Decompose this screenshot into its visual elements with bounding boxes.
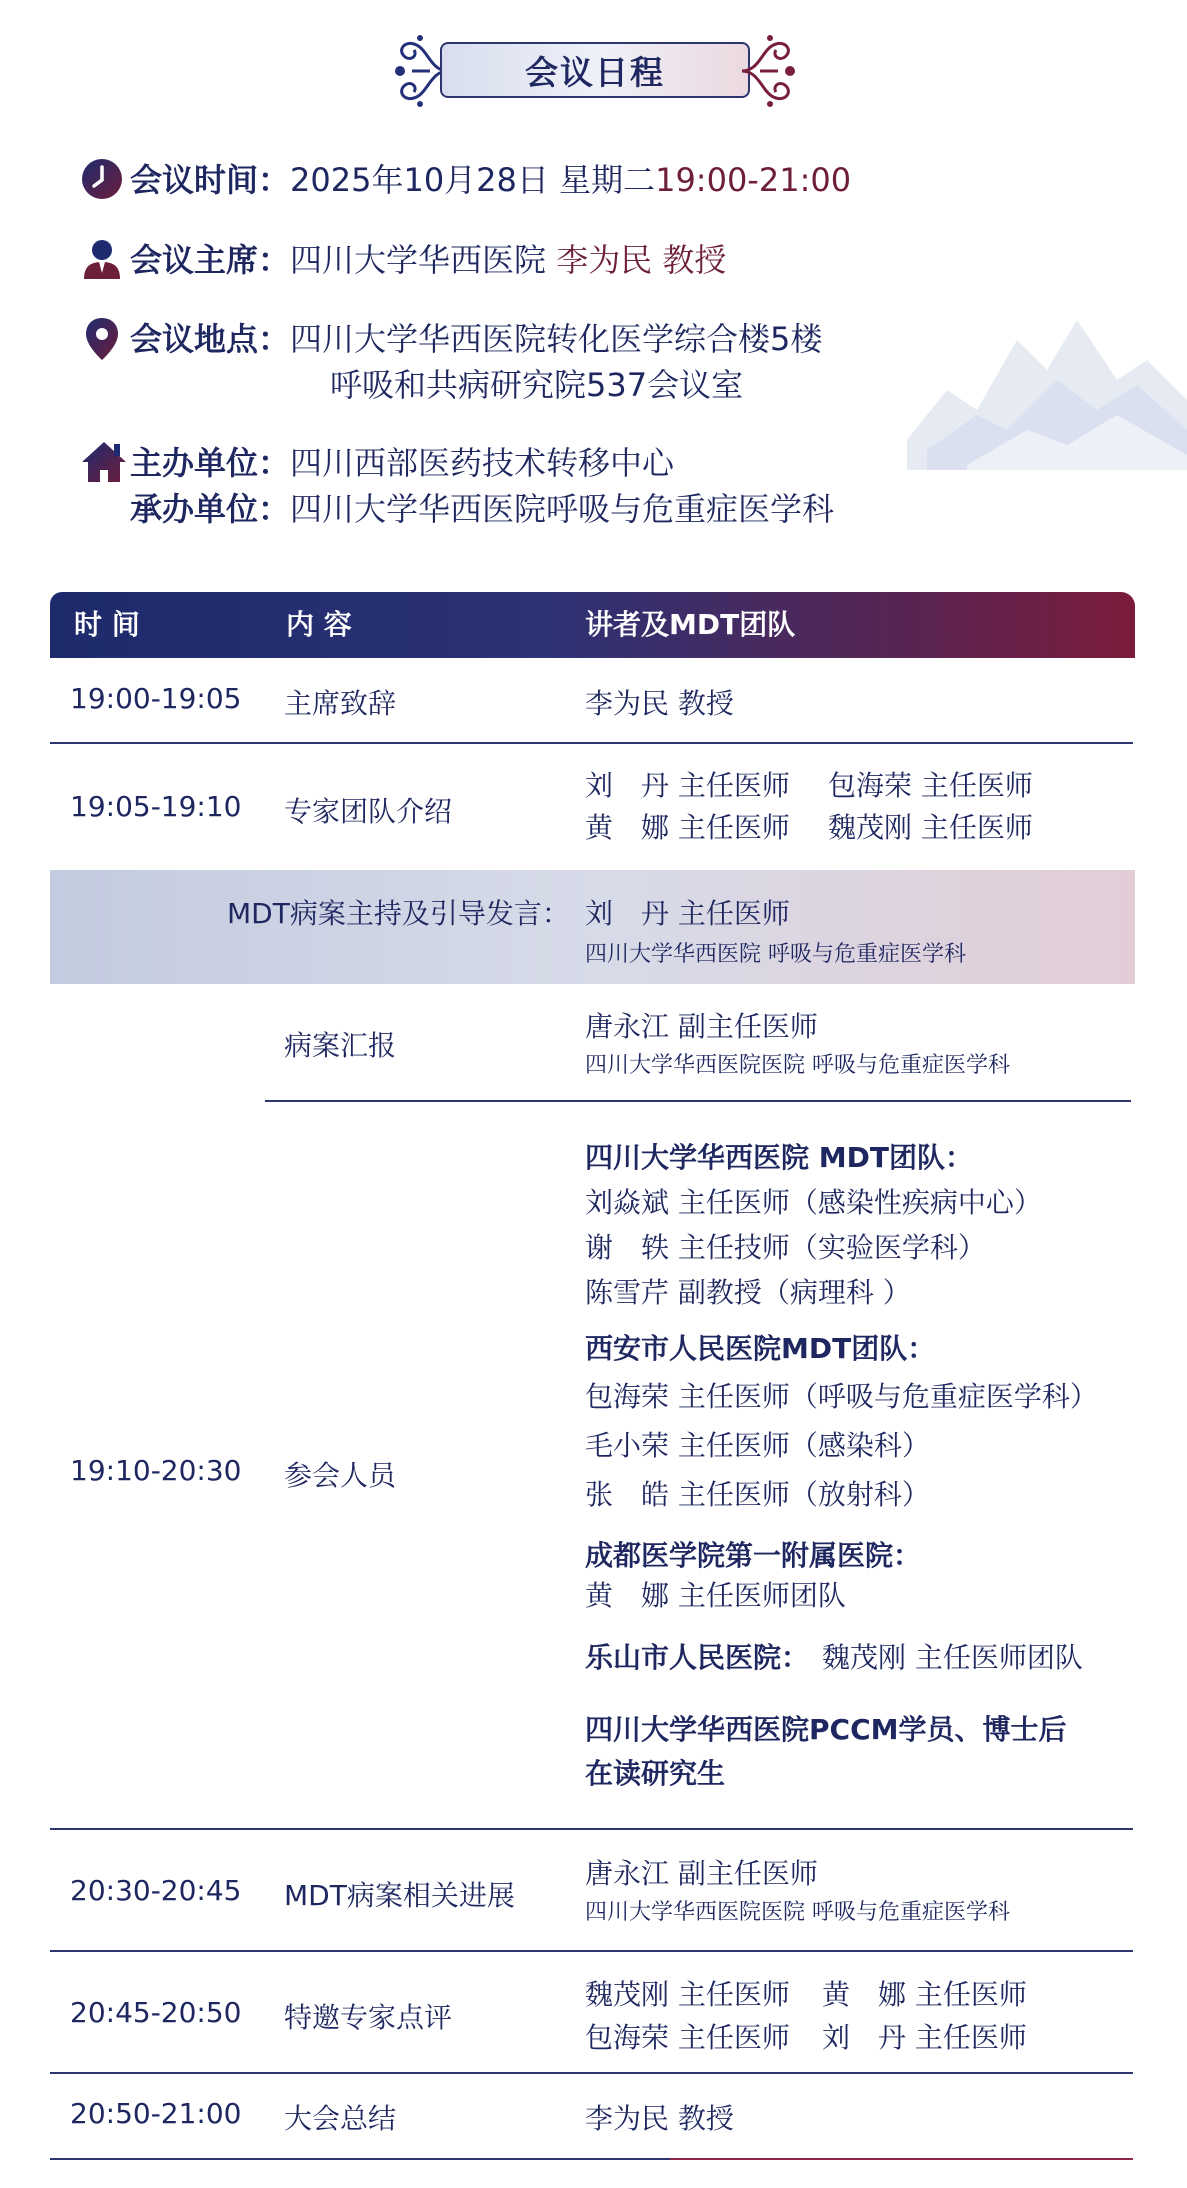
row-divider: [265, 1100, 1131, 1102]
row-divider: [50, 1950, 1133, 1952]
review-speaker-2a: 包海荣 主任医师: [585, 2021, 790, 2054]
attendees-group1-title: 四川大学华西医院 MDT团队：: [585, 1141, 973, 1174]
info-co-organizer-label: 承办单位：: [130, 490, 291, 528]
title-banner: [390, 30, 800, 112]
row1-speaker: 李为民 教授: [585, 687, 734, 720]
progress-time: 20:30-20:45: [70, 1874, 242, 1907]
attendees-group3-title: 成都医学院第一附属医院：: [585, 1539, 922, 1572]
clock-icon: [80, 157, 124, 201]
info-location-line1: 四川大学华西医院转化医学综合楼5楼: [290, 320, 823, 358]
case-speaker: 唐永江 副主任医师: [585, 1010, 818, 1043]
row-divider: [50, 2072, 1133, 2074]
attendees-group1-member: 陈雪芹 副教授（病理科 ）: [585, 1276, 911, 1309]
row-divider: [50, 742, 1133, 744]
header-speaker: 讲者及MDT团队: [585, 608, 796, 641]
row2-speaker-2b: 魏茂刚 主任医师: [828, 811, 1033, 844]
attendees-group1-member: 谢 轶 主任技师（实验医学科）: [585, 1231, 986, 1264]
attendees-group2-member: 张 皓 主任医师（放射科）: [585, 1478, 930, 1511]
mdt-host-speaker: 刘 丹 主任医师: [585, 897, 790, 930]
row2-content: 专家团队介绍: [284, 795, 453, 828]
attendees-group2-member: 毛小荣 主任医师（感染科）: [585, 1429, 930, 1462]
info-location: [80, 316, 822, 362]
info-chair-label: 会议主席：: [130, 241, 291, 279]
home-icon: [80, 440, 128, 484]
attendees-content: 参会人员: [284, 1459, 397, 1492]
info-time-highlight: 19:00-21:00: [655, 161, 852, 199]
case-content: 病案汇报: [284, 1029, 397, 1062]
review-speaker-1b: 黄 娜 主任医师: [822, 1978, 1027, 2011]
attendees-group3-member: 黄 娜 主任医师团队: [585, 1579, 846, 1612]
attendees-group5-line1: 四川大学华西医院PCCM学员、博士后: [585, 1713, 1067, 1746]
ornament-right-icon: [730, 30, 800, 112]
attendees-group1-member: 刘焱斌 主任医师（感染性疾病中心）: [585, 1186, 1042, 1219]
info-chair: [80, 237, 726, 283]
row1-content: 主席致辞: [284, 687, 397, 720]
row2-speaker-1b: 包海荣 主任医师: [828, 769, 1033, 802]
mdt-host-affiliation: 四川大学华西医院 呼吸与危重症医学科: [585, 942, 966, 967]
summary-speaker: 李为民 教授: [585, 2102, 734, 2135]
row2-time: 19:05-19:10: [70, 790, 242, 823]
progress-content: MDT病案相关进展: [284, 1879, 515, 1912]
info-location-label: 会议地点：: [130, 320, 291, 358]
review-content: 特邀专家点评: [284, 2001, 453, 2034]
case-affiliation: 四川大学华西医院医院 呼吸与危重症医学科: [585, 1053, 1010, 1078]
table-bottom-rule: [50, 2158, 670, 2160]
info-chair-value: 四川大学华西医院 李为民 教授: [290, 241, 727, 279]
row2-speaker-2a: 黄 娜 主任医师: [585, 811, 790, 844]
info-organizer-value: 四川西部医药技术转移中心: [290, 444, 675, 482]
progress-speaker: 唐永江 副主任医师: [585, 1857, 818, 1890]
attendees-group4-title: 乐山市人民医院：: [585, 1641, 810, 1674]
row2-speaker-1a: 刘 丹 主任医师: [585, 769, 790, 802]
row1-time: 19:00-19:05: [70, 682, 242, 715]
info-location-line2: 呼吸和共病研究院537会议室: [330, 366, 744, 404]
mountain-decoration-icon: [907, 290, 1187, 470]
info-co-organizer: [80, 486, 834, 532]
page-title: 会议日程: [525, 52, 665, 92]
attendees-group2-member: 包海荣 主任医师（呼吸与危重症医学科）: [585, 1380, 1098, 1413]
person-icon: [80, 237, 124, 281]
info-time-label: 会议时间：: [130, 161, 291, 199]
info-co-organizer-value: 四川大学华西医院呼吸与危重症医学科: [290, 490, 835, 528]
schedule-table-header: [50, 592, 1135, 658]
info-time: [80, 157, 851, 203]
review-speaker-2b: 刘 丹 主任医师: [822, 2021, 1027, 2054]
attendees-group4-member: 魏茂刚 主任医师团队: [822, 1641, 1083, 1674]
header-time: 时 间: [74, 608, 140, 641]
table-bottom-rule-accent: [670, 2158, 1133, 2160]
header-content: 内 容: [286, 608, 352, 641]
info-chair-highlight: 李为民 教授: [556, 241, 727, 279]
info-time-value: 2025年10月28日 星期二19:00-21:00: [290, 161, 852, 199]
title-box: [440, 42, 750, 98]
mdt-host-label: MDT病案主持及引导发言：: [227, 897, 570, 930]
review-speaker-1a: 魏茂刚 主任医师: [585, 1978, 790, 2011]
progress-affiliation: 四川大学华西医院医院 呼吸与危重症医学科: [585, 1900, 1010, 1925]
attendees-group5-line2: 在读研究生: [585, 1757, 726, 1790]
review-time: 20:45-20:50: [70, 1996, 242, 2029]
summary-time: 20:50-21:00: [70, 2097, 242, 2130]
attendees-group2-title: 西安市人民医院MDT团队：: [585, 1332, 936, 1365]
info-organizer: [80, 440, 674, 486]
attendees-time: 19:10-20:30: [70, 1454, 242, 1487]
summary-content: 大会总结: [284, 2102, 397, 2135]
info-organizer-label: 主办单位：: [130, 444, 291, 482]
location-pin-icon: [80, 316, 124, 360]
row-divider: [50, 1828, 1133, 1830]
